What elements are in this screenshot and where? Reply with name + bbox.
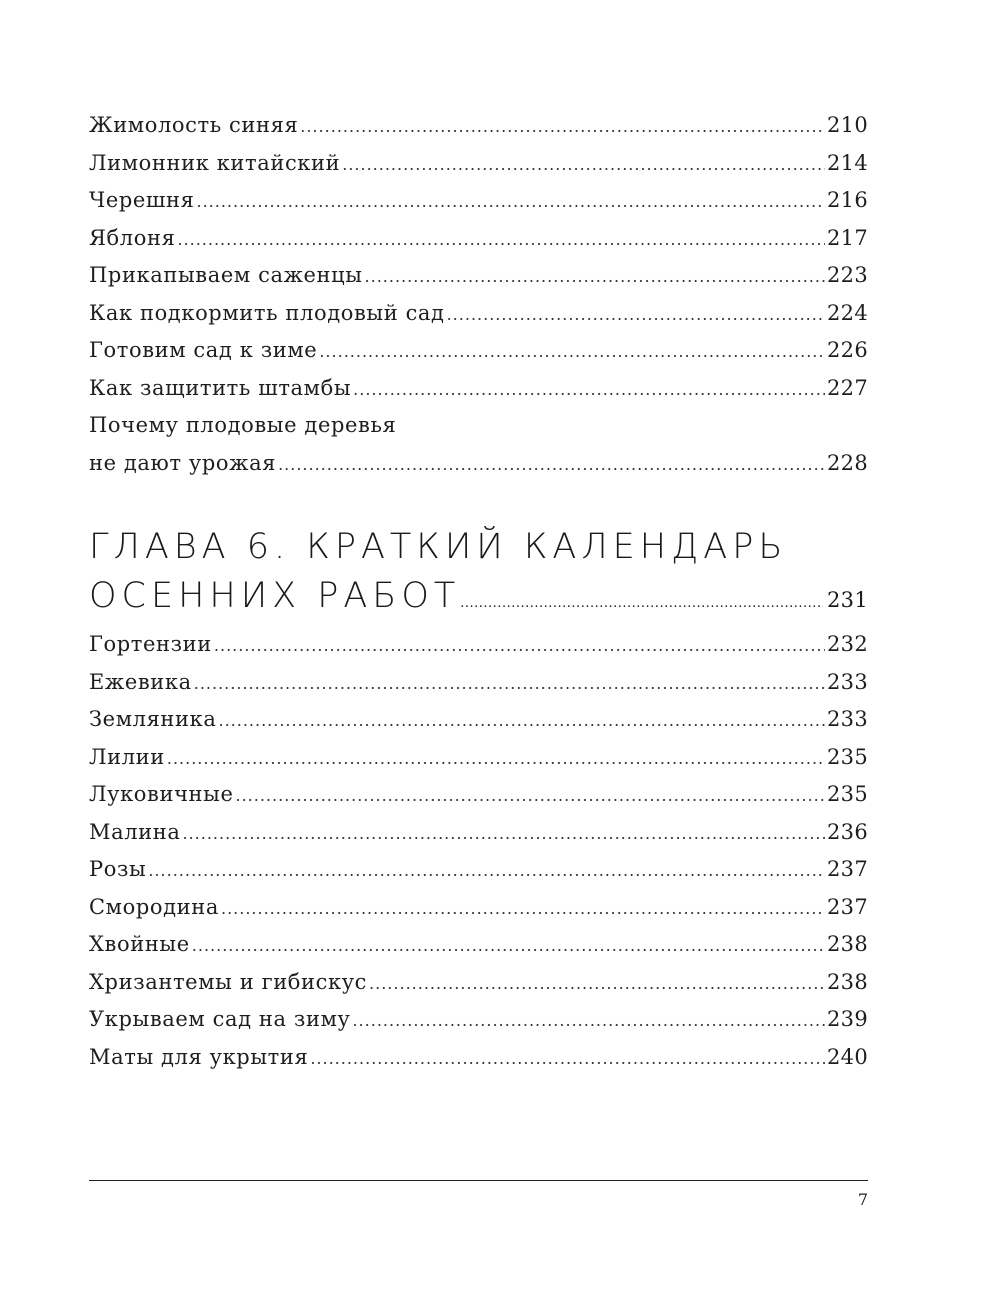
toc-entry[interactable]: [89, 182, 868, 220]
toc-entry-title: Розы: [89, 857, 147, 881]
toc-entry-title: Черешня: [89, 188, 195, 212]
dot-leader: [148, 852, 825, 890]
toc-entry[interactable]: [89, 664, 868, 702]
toc-entry[interactable]: [89, 964, 868, 1002]
toc-entry[interactable]: [89, 814, 868, 852]
toc-entry[interactable]: [89, 1039, 868, 1077]
dot-leader: [192, 927, 825, 965]
dot-leader: [353, 371, 825, 409]
toc-entry[interactable]: [89, 776, 868, 814]
chapter-title-line2: ОСЕННИХ РАБОТ: [89, 576, 461, 616]
toc-entry-title: Гортензии: [89, 632, 212, 656]
dot-leader: [369, 965, 825, 1003]
toc-entry-page: 236: [827, 819, 868, 844]
toc-entry[interactable]: [89, 926, 868, 964]
dot-leader: [218, 702, 825, 740]
chapter-title-line1: ГЛАВА 6. КРАТКИЙ КАЛЕНДАРЬ: [89, 527, 788, 567]
dot-leader: [310, 1040, 825, 1078]
toc-entry-title: Как подкормить плодовый сад: [89, 300, 445, 325]
toc-entry[interactable]: [89, 889, 868, 927]
toc-entry-page: 235: [827, 782, 868, 806]
chapter-title-line2-row: [89, 572, 868, 628]
toc-entry-title: Готовим сад к зиме: [89, 338, 318, 362]
dot-leader: [300, 108, 825, 146]
toc-entry-title: Как защитить штамбы: [89, 375, 352, 400]
toc-entry-title: Хвойные: [89, 932, 190, 956]
footer-divider: [89, 1180, 868, 1181]
toc-entry-title: Маты для укрытия: [89, 1044, 309, 1069]
toc-entry-page: 232: [827, 632, 868, 656]
dot-leader: [194, 665, 825, 703]
toc-entry-title: Яблоня: [89, 225, 176, 250]
toc-entry[interactable]: [89, 107, 868, 145]
dot-leader: [182, 815, 825, 853]
toc-entry[interactable]: [89, 701, 868, 739]
dot-leader: [177, 221, 825, 259]
toc-entry-title: Хризантемы и гибискус: [89, 969, 368, 994]
toc-entry[interactable]: [89, 626, 868, 664]
dot-leader: [236, 777, 826, 815]
toc-entry-page: 214: [827, 150, 868, 175]
dot-leader: [319, 333, 825, 371]
toc-entry-page: 233: [827, 669, 868, 694]
toc-entry-title-line2: не дают урожая: [89, 450, 277, 475]
dot-leader: [278, 446, 825, 484]
toc-entry-title: Земляника: [89, 707, 217, 731]
toc-entry[interactable]: [89, 145, 868, 183]
dot-leader: [214, 627, 825, 665]
toc-entry-title: Малина: [89, 819, 181, 844]
dot-leader: [197, 183, 826, 221]
dot-leader: [221, 890, 825, 928]
dot-leader: [167, 740, 825, 778]
toc-section-chapter5: [89, 107, 868, 482]
toc-entry-page: 238: [827, 932, 868, 956]
toc-entry[interactable]: [89, 739, 868, 777]
toc-entry-title: Ежевика: [89, 669, 192, 694]
toc-entry-page: 237: [827, 894, 868, 919]
toc-entry-page: 223: [827, 263, 868, 287]
toc-entry-page: 210: [827, 113, 868, 137]
dot-leader: [365, 258, 825, 296]
toc-entry-page: 239: [827, 1007, 868, 1031]
toc-entry-page: 227: [827, 375, 868, 400]
chapter-page: 231: [827, 588, 868, 612]
toc-entry-page: 224: [827, 300, 868, 325]
toc-entry-title: Прикапываем саженцы: [89, 263, 363, 287]
toc-section-chapter6: [89, 626, 868, 1076]
toc-entry-title-line1[interactable]: Почему плодовые деревья: [89, 413, 397, 437]
dot-leader: [352, 1002, 825, 1040]
toc-entry-page: 237: [827, 857, 868, 881]
toc-entry-page: 216: [827, 188, 868, 212]
book-page: [89, 0, 868, 1300]
page-number: 7: [857, 1190, 868, 1209]
toc-entry-title: Смородина: [89, 894, 219, 919]
toc-entry[interactable]: [89, 257, 868, 295]
toc-entry[interactable]: [89, 220, 868, 258]
toc-entry-page: 226: [827, 338, 868, 362]
toc-entry-title: Луковичные: [89, 782, 234, 806]
toc-entry-page: 228: [827, 450, 868, 475]
toc-entry-title: Укрываем сад на зиму: [89, 1007, 351, 1031]
dot-leader: [460, 579, 823, 628]
toc-entry-page: 240: [827, 1044, 868, 1069]
toc-entry[interactable]: [89, 445, 868, 483]
toc-entry-title: Лимонник китайский: [89, 150, 341, 175]
toc-entry-page: 238: [827, 969, 868, 994]
toc-entry-title: Лилии: [89, 744, 165, 769]
toc-entry[interactable]: [89, 370, 868, 408]
toc-entry-page: 235: [827, 744, 868, 769]
chapter-heading[interactable]: [89, 523, 868, 628]
dot-leader: [342, 146, 825, 184]
toc-entry[interactable]: [89, 332, 868, 370]
toc-entry-page: 233: [827, 707, 868, 731]
toc-entry[interactable]: [89, 1001, 868, 1039]
toc-entry[interactable]: [89, 295, 868, 333]
toc-entry[interactable]: [89, 851, 868, 889]
toc-entry-title: Жимолость синяя: [89, 113, 299, 137]
dot-leader: [447, 296, 825, 334]
toc-entry-page: 217: [827, 225, 868, 250]
